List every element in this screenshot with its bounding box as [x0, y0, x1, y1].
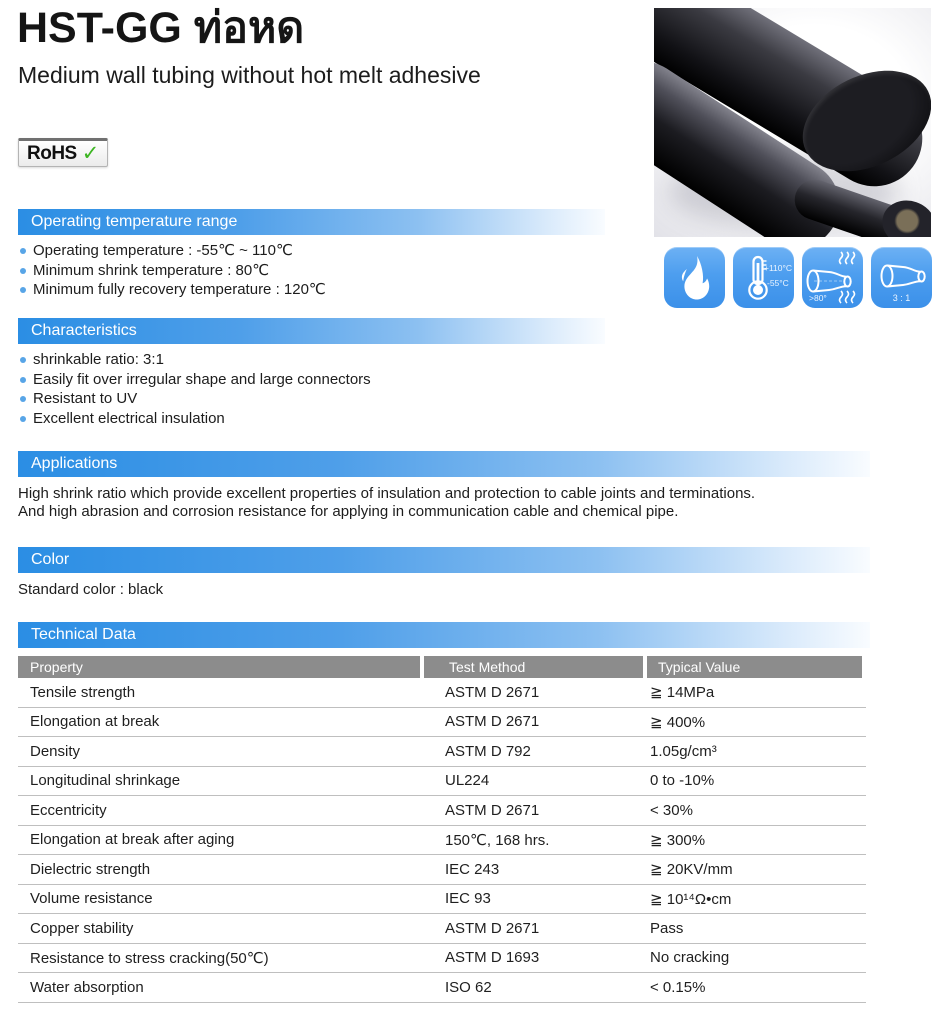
- feature-icons: [664, 247, 932, 308]
- test-method-cell: ASTM D 2671: [445, 801, 540, 819]
- section-title: Technical Data: [31, 626, 136, 643]
- table-row: [18, 678, 866, 708]
- shrink-temp-label: >80°: [809, 293, 827, 303]
- technical-data-table: [18, 656, 866, 1003]
- operating-temperature-list: [18, 241, 326, 300]
- typical-value-cell: 0 to -10%: [650, 772, 715, 790]
- bullet-item: Resistant to UV: [18, 389, 371, 409]
- technical-table-body: [18, 678, 866, 1003]
- temp-high-label: +110°C: [764, 263, 793, 273]
- property-cell: Volume resistance: [30, 890, 153, 908]
- test-method-cell: ASTM D 2671: [445, 683, 540, 701]
- typical-value-cell: < 30%: [650, 801, 693, 819]
- rohs-badge: [18, 138, 108, 167]
- property-cell: Eccentricity: [30, 801, 107, 819]
- section-header-applications: [18, 451, 870, 477]
- test-method-cell: ASTM D 1693: [445, 949, 540, 967]
- characteristics-list: [18, 350, 371, 428]
- paragraph-line: High shrink ratio which provide excellent properties of insulation and protection to cable joints and terminations.: [18, 485, 756, 502]
- table-row: [18, 885, 866, 915]
- property-cell: Longitudinal shrinkage: [30, 772, 181, 790]
- table-row: [18, 708, 866, 738]
- section-header-technical-data: [18, 622, 870, 648]
- bullet-item: Excellent electrical insulation: [18, 409, 371, 429]
- section-header-characteristics: [18, 318, 605, 344]
- shrink-temperature-icon: [802, 247, 863, 308]
- bullet-item: Minimum fully recovery temperature : 120℃: [18, 280, 326, 300]
- standard-color-text: Standard color : black: [18, 581, 164, 598]
- property-cell: Water absorption: [30, 978, 144, 996]
- applications-text: [18, 485, 755, 520]
- section-header-color: [18, 547, 870, 573]
- property-cell: Tensile strength: [30, 683, 136, 701]
- typical-value-cell: Pass: [650, 919, 684, 937]
- page-title: HST-GG ท่อหด: [17, 4, 305, 52]
- test-method-cell: 150℃, 168 hrs.: [445, 831, 550, 849]
- typical-value-cell: ≧ 400%: [650, 713, 706, 731]
- column-header-property: Property: [18, 656, 420, 678]
- table-header-row: [18, 656, 866, 678]
- typical-value-cell: ≧ 10¹⁴Ω•cm: [650, 890, 732, 908]
- test-method-cell: IEC 243: [445, 860, 500, 878]
- bullet-item: Minimum shrink temperature : 80℃: [18, 261, 326, 281]
- bullet-item: Operating temperature : -55℃ ~ 110℃: [18, 241, 326, 261]
- temperature-range-icon: [733, 247, 794, 308]
- table-row: [18, 767, 866, 797]
- rohs-check-icon: ✓: [81, 142, 100, 165]
- table-row: [18, 796, 866, 826]
- property-cell: Resistance to stress cracking(50℃): [30, 949, 269, 967]
- property-cell: Elongation at break after aging: [30, 831, 235, 849]
- property-cell: Copper stability: [30, 919, 134, 937]
- shrink-ratio-label: 3 : 1: [892, 293, 911, 303]
- property-cell: Density: [30, 742, 81, 760]
- section-title: Applications: [31, 455, 118, 472]
- typical-value-cell: ≧ 14MPa: [650, 684, 715, 702]
- bullet-item: shrinkable ratio: 3:1: [18, 350, 371, 370]
- table-row: [18, 826, 866, 856]
- typical-value-cell: ≧ 20KV/mm: [650, 861, 733, 879]
- typical-value-cell: < 0.15%: [650, 978, 706, 996]
- table-row: [18, 737, 866, 767]
- shrink-ratio-icon: [871, 247, 932, 308]
- table-row: [18, 944, 866, 974]
- section-title: Characteristics: [31, 322, 137, 339]
- typical-value-cell: No cracking: [650, 949, 730, 967]
- section-header-operating-temperature: [18, 209, 605, 235]
- flame-icon: [664, 247, 725, 308]
- test-method-cell: ASTM D 792: [445, 742, 531, 760]
- test-method-cell: UL224: [445, 772, 490, 790]
- column-header-test-method: Test Method: [424, 656, 643, 678]
- section-title: Operating temperature range: [31, 213, 238, 230]
- typical-value-cell: ≧ 300%: [650, 831, 706, 849]
- page-subtitle: Medium wall tubing without hot melt adhesive: [18, 62, 481, 88]
- paragraph-line: And high abrasion and corrosion resistance for applying in communication cable and chemical pipe.: [18, 502, 679, 520]
- test-method-cell: ASTM D 2671: [445, 919, 540, 937]
- column-header-typical-value: Typical Value: [647, 656, 862, 678]
- product-photo: [654, 8, 931, 237]
- bullet-item: Easily fit over irregular shape and large connectors: [18, 370, 371, 390]
- property-cell: Elongation at break: [30, 713, 160, 731]
- test-method-cell: ISO 62: [445, 978, 492, 996]
- typical-value-cell: 1.05g/cm³: [650, 742, 717, 760]
- section-title: Color: [31, 551, 70, 568]
- temp-low-label: -55°C: [767, 278, 789, 288]
- flame-glyph: [664, 247, 725, 308]
- table-row: [18, 914, 866, 944]
- test-method-cell: ASTM D 2671: [445, 713, 540, 731]
- table-row: [18, 855, 866, 885]
- table-row: [18, 973, 866, 1003]
- property-cell: Dielectric strength: [30, 860, 151, 878]
- test-method-cell: IEC 93: [445, 890, 491, 908]
- rohs-label: RoHS: [27, 142, 77, 164]
